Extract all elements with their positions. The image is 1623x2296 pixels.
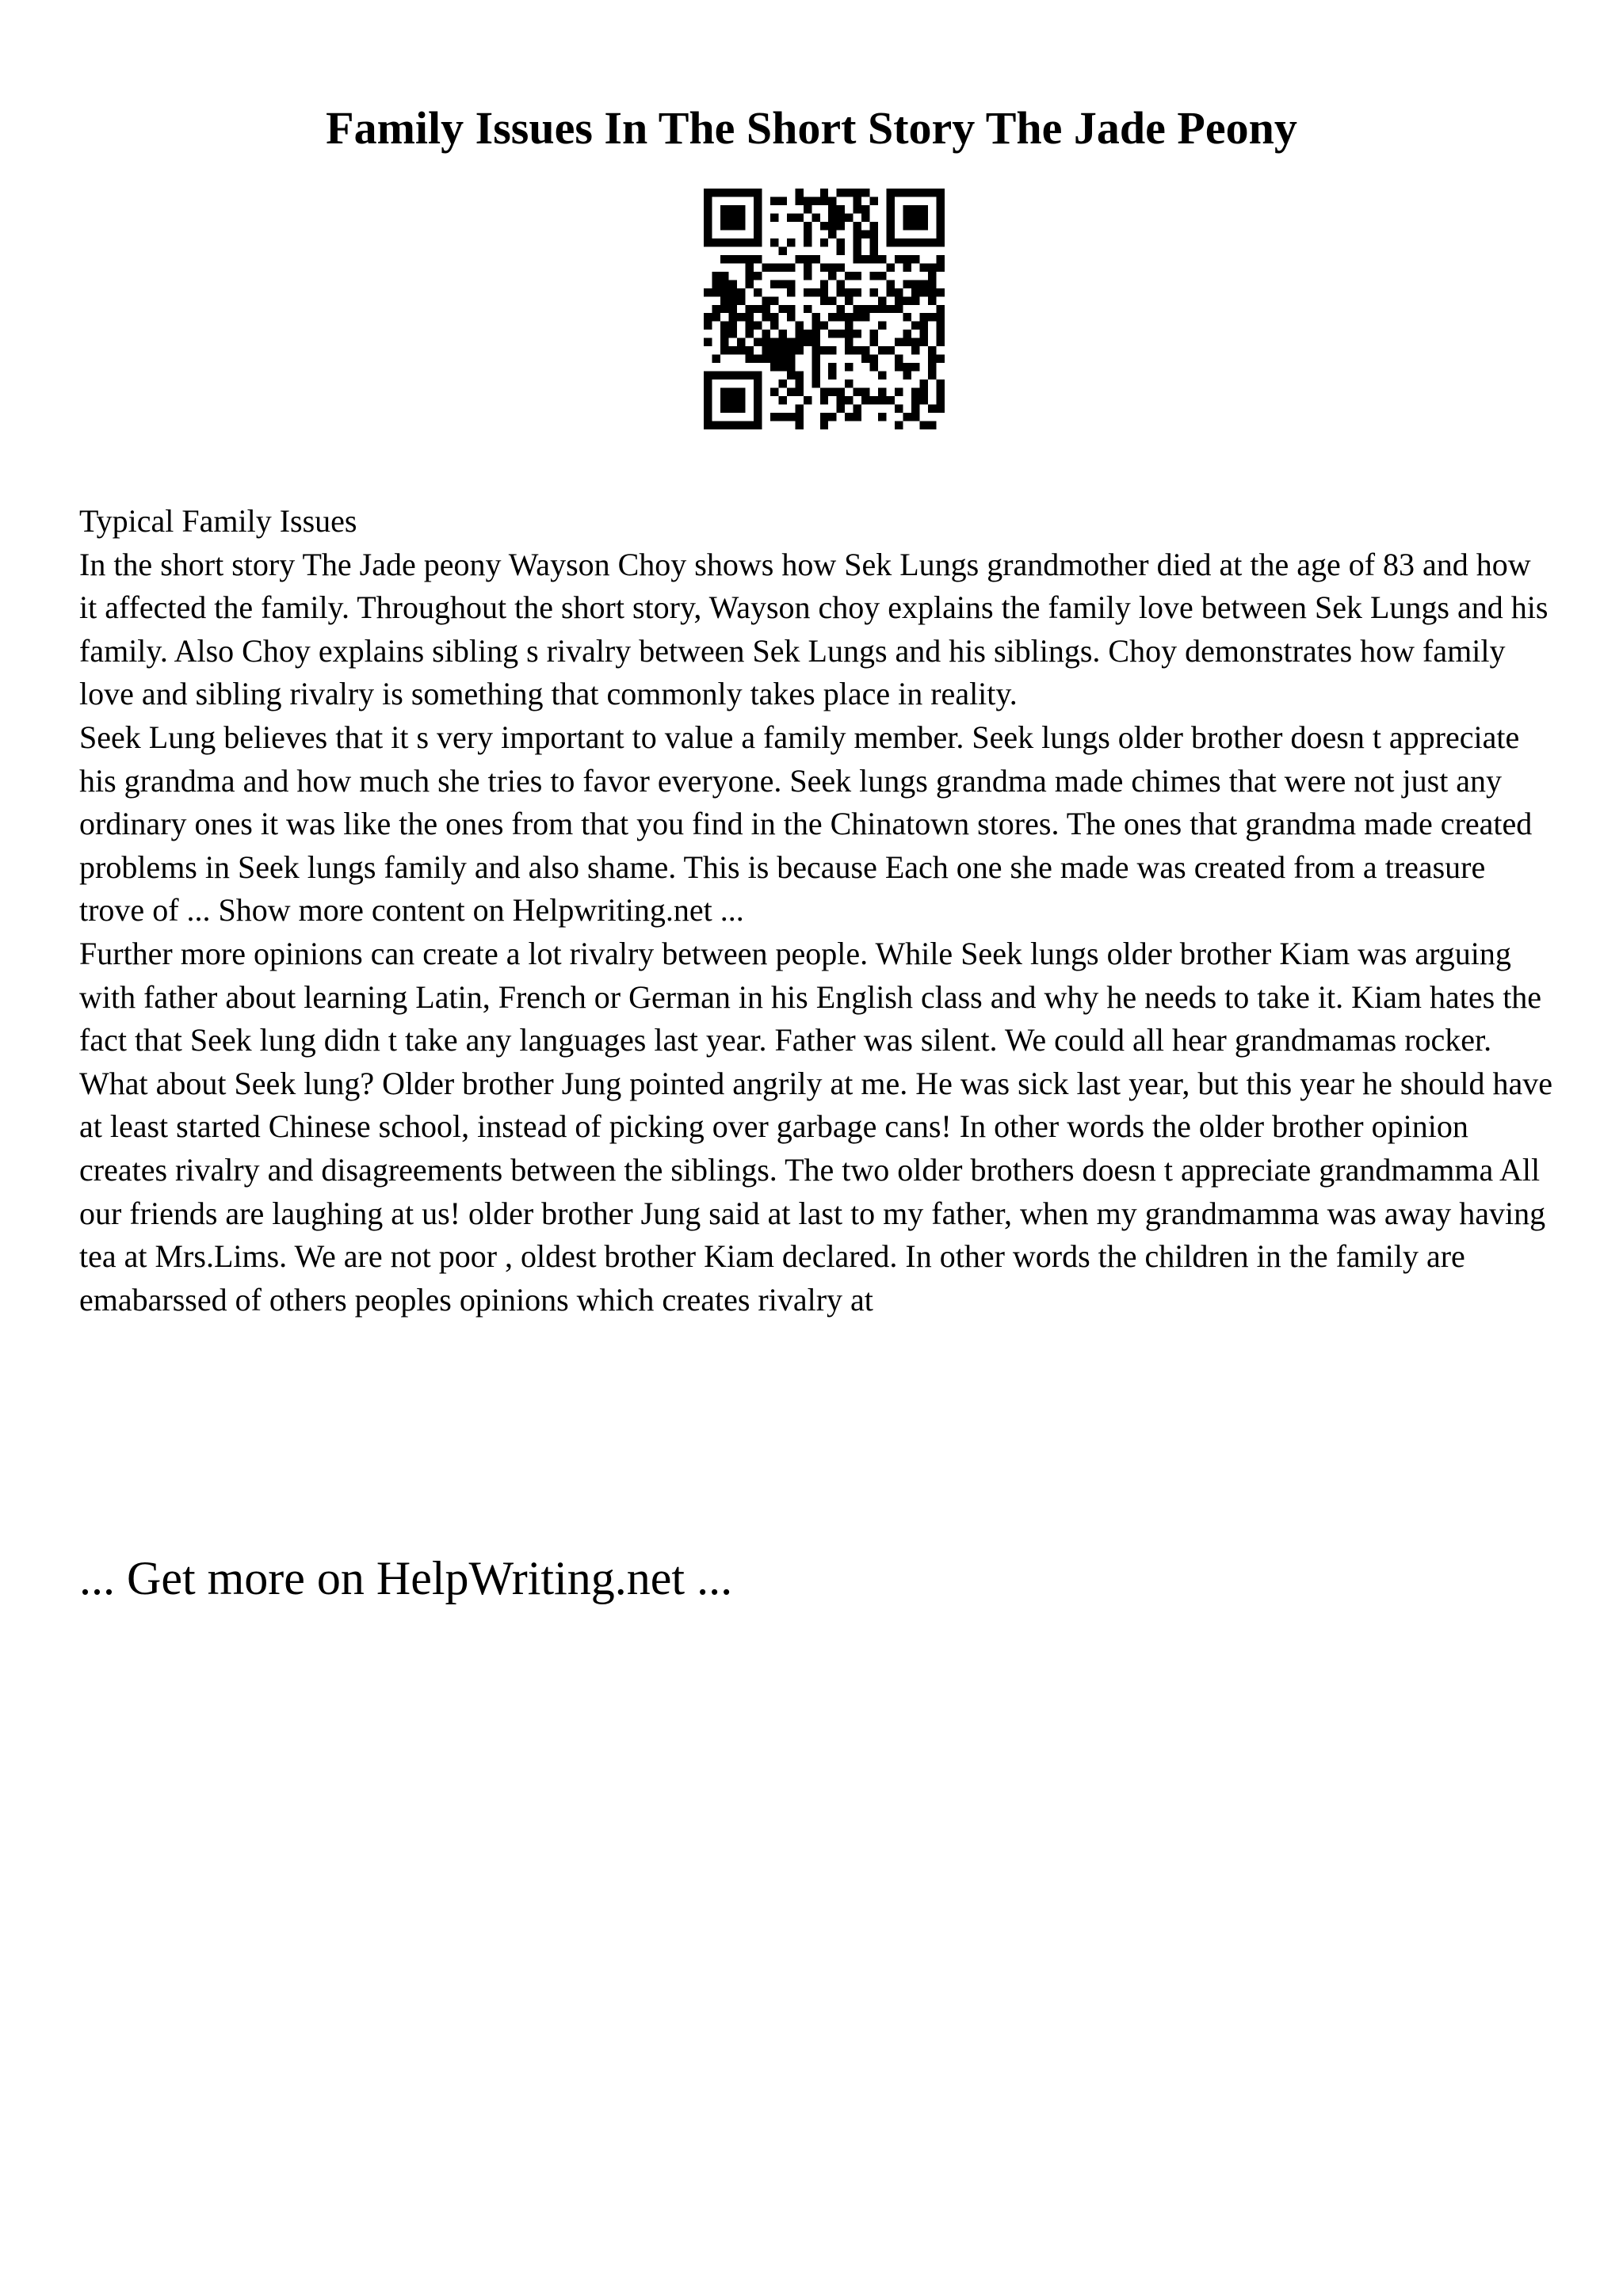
paragraph: In the short story The Jade peony Wayson Choy shows how Sek Lungs grandmother died at the age of 83 and how it affected the family. Throughout the short story, Wayson choy explains the family love between Sek Lungs and his family. Also Choy explains sibling s rivalry between Sek Lungs and his siblings. Choy demonstrates how family love and sibling rivalry is something that commonly takes place in reality. (79, 546, 1549, 712)
get-more-link[interactable]: ... Get more on HelpWriting.net ... (79, 1552, 733, 1604)
paragraph: Further more opinions can create a lot rivalry between people. While Seek lungs older brother Kiam was arguing with father about learning Latin, French or German in his English class and why he needs to take it. Kiam hates the fact that Seek lung didn t take any languages last year. Father was silent. We could all hear grandmamas rocker. What about Seek lung? Older brother Jung pointed angrily at me. He was sick last year, but this year he should have at least started Chinese school, instead of picking over garbage cans! In other words the older brother opinion creates rivalry and disagreements between the siblings. The two older brothers doesn t appreciate grandmamma All our friends are laughing at us! older brother Jung said at last to my father, when my grandmamma was away having tea at Mrs.Lims. We are not poor , oldest brother Kiam declared. In other words the children in the family are emabarssed of others peoples opinions which creates rivalry at (79, 935, 1553, 1318)
document-title: Family Issues In The Short Story The Jade Peony (326, 102, 1297, 154)
section-heading: Typical Family Issues (79, 503, 357, 539)
document-body (79, 500, 1553, 1322)
paragraph: Seek Lung believes that it s very important to value a family member. Seek lungs older brother doesn t appreciate his grandma and how much she tries to favor everyone. Seek lungs grandma made chimes that were not just any ordinary ones it was like the ones from that you find in the Chinatown stores. The ones that grandma made created problems in Seek lungs family and also shame. This is because Each one she made was created from a treasure trove of ... Show more content on Helpwriting.net ... (79, 719, 1533, 929)
qr-code-icon (704, 189, 945, 429)
